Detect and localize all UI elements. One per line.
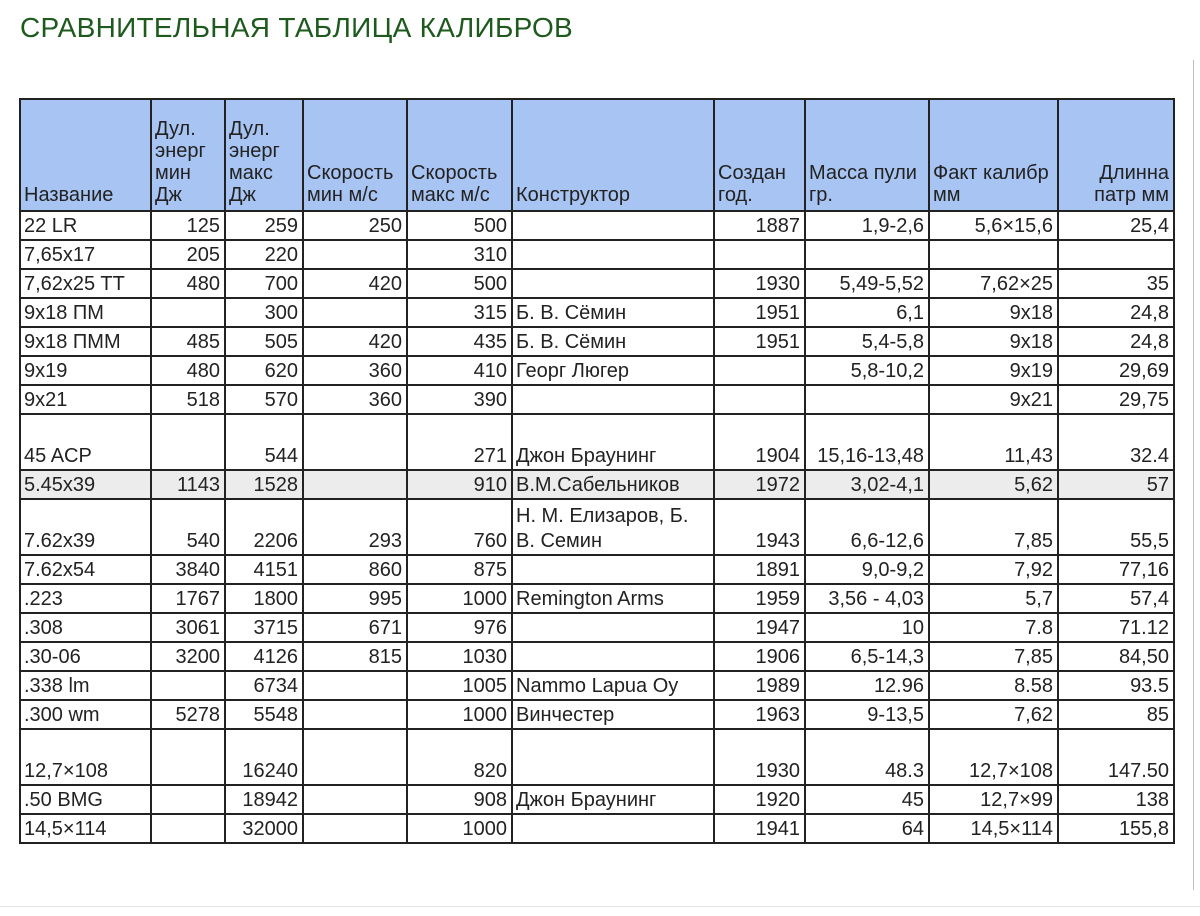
cell-energy-min bbox=[151, 814, 225, 843]
cell-energy-min: 205 bbox=[151, 240, 225, 269]
table-row bbox=[20, 385, 1174, 414]
cell-speed-max: 1005 bbox=[407, 671, 512, 700]
cell-name: .30-06 bbox=[20, 642, 151, 671]
cell-year bbox=[714, 385, 805, 414]
cell-speed-min: 995 bbox=[303, 584, 407, 613]
cell-name: 9x21 bbox=[20, 385, 151, 414]
cell-cartridge-length: 29,75 bbox=[1058, 385, 1174, 414]
cell-designer bbox=[512, 613, 714, 642]
cell-actual-caliber: 11,43 bbox=[929, 414, 1058, 470]
table-body bbox=[20, 211, 1174, 843]
table-row bbox=[20, 584, 1174, 613]
cell-speed-max: 760 bbox=[407, 499, 512, 555]
cell-cartridge-length: 35 bbox=[1058, 269, 1174, 298]
cell-designer: Джон Браунинг bbox=[512, 785, 714, 814]
cell-energy-max: 220 bbox=[225, 240, 303, 269]
cell-speed-max: 390 bbox=[407, 385, 512, 414]
cell-speed-min: 420 bbox=[303, 327, 407, 356]
cell-name: 22 LR bbox=[20, 211, 151, 240]
cell-cartridge-length: 138 bbox=[1058, 785, 1174, 814]
cell-energy-max: 1800 bbox=[225, 584, 303, 613]
column-header-energy-min: Дул. энерг мин Дж bbox=[151, 99, 225, 211]
page-divider bbox=[1193, 60, 1194, 890]
table-row bbox=[20, 642, 1174, 671]
cell-actual-caliber: 5,6×15,6 bbox=[929, 211, 1058, 240]
table-row bbox=[20, 671, 1174, 700]
cell-cartridge-length: 24,8 bbox=[1058, 298, 1174, 327]
cell-speed-min bbox=[303, 240, 407, 269]
cell-speed-max: 310 bbox=[407, 240, 512, 269]
cell-cartridge-length: 24,8 bbox=[1058, 327, 1174, 356]
cell-bullet-mass: 64 bbox=[805, 814, 929, 843]
cell-energy-min: 3840 bbox=[151, 555, 225, 584]
cell-energy-max: 544 bbox=[225, 414, 303, 470]
cell-energy-min: 540 bbox=[151, 499, 225, 555]
cell-energy-max: 32000 bbox=[225, 814, 303, 843]
cell-energy-max: 700 bbox=[225, 269, 303, 298]
cell-year: 1963 bbox=[714, 700, 805, 729]
cell-actual-caliber: 7,85 bbox=[929, 642, 1058, 671]
cell-year: 1920 bbox=[714, 785, 805, 814]
column-header-speed-min: Скорость мин м/с bbox=[303, 99, 407, 211]
cell-speed-min: 250 bbox=[303, 211, 407, 240]
cell-energy-min: 5278 bbox=[151, 700, 225, 729]
cell-actual-caliber: 14,5×114 bbox=[929, 814, 1058, 843]
table-row bbox=[20, 555, 1174, 584]
cell-designer bbox=[512, 814, 714, 843]
column-header-cartridge-length: Длинна патр мм bbox=[1058, 99, 1174, 211]
cell-energy-min bbox=[151, 729, 225, 785]
table-row bbox=[20, 470, 1174, 499]
cell-designer bbox=[512, 642, 714, 671]
cell-speed-min bbox=[303, 414, 407, 470]
cell-energy-min: 125 bbox=[151, 211, 225, 240]
cell-energy-min: 480 bbox=[151, 356, 225, 385]
cell-speed-min bbox=[303, 814, 407, 843]
cell-designer: Nammo Lapua Oy bbox=[512, 671, 714, 700]
cell-cartridge-length: 77,16 bbox=[1058, 555, 1174, 584]
cell-cartridge-length: 57,4 bbox=[1058, 584, 1174, 613]
table-row bbox=[20, 269, 1174, 298]
cell-year: 1951 bbox=[714, 327, 805, 356]
table-row bbox=[20, 356, 1174, 385]
table-row bbox=[20, 414, 1174, 470]
table-row bbox=[20, 240, 1174, 269]
cell-actual-caliber: 7,62×25 bbox=[929, 269, 1058, 298]
cell-speed-min: 815 bbox=[303, 642, 407, 671]
caliber-table bbox=[19, 98, 1175, 844]
cell-energy-max: 4151 bbox=[225, 555, 303, 584]
cell-speed-max: 500 bbox=[407, 269, 512, 298]
cell-cartridge-length: 57 bbox=[1058, 470, 1174, 499]
cell-cartridge-length: 25,4 bbox=[1058, 211, 1174, 240]
cell-year: 1930 bbox=[714, 729, 805, 785]
cell-designer bbox=[512, 729, 714, 785]
cell-energy-min: 1767 bbox=[151, 584, 225, 613]
cell-cartridge-length: 93.5 bbox=[1058, 671, 1174, 700]
cell-speed-max: 435 bbox=[407, 327, 512, 356]
cell-energy-min: 1143 bbox=[151, 470, 225, 499]
bottom-divider bbox=[0, 906, 1200, 907]
cell-energy-min bbox=[151, 298, 225, 327]
table-row bbox=[20, 499, 1174, 555]
cell-speed-max: 875 bbox=[407, 555, 512, 584]
cell-speed-max: 910 bbox=[407, 470, 512, 499]
table-row bbox=[20, 814, 1174, 843]
cell-year: 1904 bbox=[714, 414, 805, 470]
cell-energy-max: 16240 bbox=[225, 729, 303, 785]
cell-speed-max: 1000 bbox=[407, 584, 512, 613]
cell-energy-max: 2206 bbox=[225, 499, 303, 555]
cell-energy-max: 300 bbox=[225, 298, 303, 327]
cell-designer: Джон Браунинг bbox=[512, 414, 714, 470]
column-header-energy-max: Дул. энерг макс Дж bbox=[225, 99, 303, 211]
cell-speed-min bbox=[303, 700, 407, 729]
cell-energy-max: 1528 bbox=[225, 470, 303, 499]
cell-bullet-mass: 6,1 bbox=[805, 298, 929, 327]
cell-year: 1972 bbox=[714, 470, 805, 499]
table-row bbox=[20, 613, 1174, 642]
cell-cartridge-length bbox=[1058, 240, 1174, 269]
cell-energy-max: 259 bbox=[225, 211, 303, 240]
cell-cartridge-length: 84,50 bbox=[1058, 642, 1174, 671]
cell-designer: Remington Arms bbox=[512, 584, 714, 613]
cell-energy-max: 6734 bbox=[225, 671, 303, 700]
cell-actual-caliber: 7,62 bbox=[929, 700, 1058, 729]
cell-year: 1930 bbox=[714, 269, 805, 298]
cell-speed-max: 315 bbox=[407, 298, 512, 327]
cell-cartridge-length: 55,5 bbox=[1058, 499, 1174, 555]
cell-speed-min bbox=[303, 298, 407, 327]
cell-actual-caliber: 12,7×99 bbox=[929, 785, 1058, 814]
cell-name: 9x18 ПММ bbox=[20, 327, 151, 356]
cell-bullet-mass: 5,4-5,8 bbox=[805, 327, 929, 356]
cell-bullet-mass: 5,8-10,2 bbox=[805, 356, 929, 385]
cell-cartridge-length: 147.50 bbox=[1058, 729, 1174, 785]
cell-year: 1951 bbox=[714, 298, 805, 327]
cell-name: .338 lm bbox=[20, 671, 151, 700]
table-row bbox=[20, 211, 1174, 240]
cell-energy-min bbox=[151, 785, 225, 814]
cell-speed-min bbox=[303, 785, 407, 814]
table-row bbox=[20, 700, 1174, 729]
cell-year: 1943 bbox=[714, 499, 805, 555]
cell-bullet-mass bbox=[805, 240, 929, 269]
column-header-name: Название bbox=[20, 99, 151, 211]
cell-cartridge-length: 29,69 bbox=[1058, 356, 1174, 385]
cell-actual-caliber bbox=[929, 240, 1058, 269]
cell-designer: Винчестер bbox=[512, 700, 714, 729]
cell-bullet-mass: 5,49-5,52 bbox=[805, 269, 929, 298]
cell-actual-caliber: 9x18 bbox=[929, 327, 1058, 356]
cell-energy-min bbox=[151, 414, 225, 470]
cell-bullet-mass: 48.3 bbox=[805, 729, 929, 785]
table-header-row bbox=[20, 99, 1174, 211]
cell-name: 7,62x25 TT bbox=[20, 269, 151, 298]
cell-name: 7.62x39 bbox=[20, 499, 151, 555]
cell-year: 1891 bbox=[714, 555, 805, 584]
cell-designer bbox=[512, 211, 714, 240]
cell-year: 1989 bbox=[714, 671, 805, 700]
cell-energy-max: 505 bbox=[225, 327, 303, 356]
cell-name: 12,7×108 bbox=[20, 729, 151, 785]
cell-year: 1947 bbox=[714, 613, 805, 642]
cell-designer: Н. М. Елизаров, Б. В. Семин bbox=[512, 499, 714, 555]
column-header-actual-caliber: Факт калибр мм bbox=[929, 99, 1058, 211]
cell-speed-max: 820 bbox=[407, 729, 512, 785]
table-row bbox=[20, 729, 1174, 785]
cell-energy-max: 18942 bbox=[225, 785, 303, 814]
cell-actual-caliber: 7,85 bbox=[929, 499, 1058, 555]
cell-speed-max: 1030 bbox=[407, 642, 512, 671]
cell-designer: Б. В. Сёмин bbox=[512, 327, 714, 356]
cell-name: .308 bbox=[20, 613, 151, 642]
cell-name: .50 BMG bbox=[20, 785, 151, 814]
cell-bullet-mass: 9,0-9,2 bbox=[805, 555, 929, 584]
cell-energy-max: 4126 bbox=[225, 642, 303, 671]
column-header-designer: Конструктор bbox=[512, 99, 714, 211]
cell-designer: В.М.Сабельников bbox=[512, 470, 714, 499]
cell-actual-caliber: 9x21 bbox=[929, 385, 1058, 414]
column-header-speed-max: Скорость макс м/с bbox=[407, 99, 512, 211]
cell-bullet-mass: 9-13,5 bbox=[805, 700, 929, 729]
cell-actual-caliber: 5,62 bbox=[929, 470, 1058, 499]
cell-bullet-mass: 3,02-4,1 bbox=[805, 470, 929, 499]
cell-bullet-mass bbox=[805, 385, 929, 414]
cell-name: 9x18 ПМ bbox=[20, 298, 151, 327]
cell-year bbox=[714, 356, 805, 385]
cell-name: .223 bbox=[20, 584, 151, 613]
cell-speed-max: 908 bbox=[407, 785, 512, 814]
cell-speed-min bbox=[303, 729, 407, 785]
cell-actual-caliber: 9x18 bbox=[929, 298, 1058, 327]
cell-energy-max: 620 bbox=[225, 356, 303, 385]
cell-energy-max: 570 bbox=[225, 385, 303, 414]
cell-designer: Б. В. Сёмин bbox=[512, 298, 714, 327]
cell-bullet-mass: 15,16-13,48 bbox=[805, 414, 929, 470]
cell-name: .300 wm bbox=[20, 700, 151, 729]
cell-bullet-mass: 3,56 - 4,03 bbox=[805, 584, 929, 613]
cell-energy-min bbox=[151, 671, 225, 700]
cell-speed-min: 293 bbox=[303, 499, 407, 555]
cell-speed-max: 1000 bbox=[407, 700, 512, 729]
cell-name: 9x19 bbox=[20, 356, 151, 385]
cell-actual-caliber: 7.8 bbox=[929, 613, 1058, 642]
column-header-bullet-mass: Масса пули гр. bbox=[805, 99, 929, 211]
cell-actual-caliber: 9x19 bbox=[929, 356, 1058, 385]
cell-speed-max: 1000 bbox=[407, 814, 512, 843]
cell-name: 5.45x39 bbox=[20, 470, 151, 499]
cell-designer bbox=[512, 240, 714, 269]
cell-name: 7.62x54 bbox=[20, 555, 151, 584]
cell-speed-max: 410 bbox=[407, 356, 512, 385]
cell-bullet-mass: 10 bbox=[805, 613, 929, 642]
cell-name: 14,5×114 bbox=[20, 814, 151, 843]
cell-designer bbox=[512, 385, 714, 414]
cell-cartridge-length: 85 bbox=[1058, 700, 1174, 729]
cell-speed-min bbox=[303, 671, 407, 700]
cell-energy-min: 3200 bbox=[151, 642, 225, 671]
cell-speed-min bbox=[303, 470, 407, 499]
cell-speed-min: 360 bbox=[303, 356, 407, 385]
cell-energy-min: 518 bbox=[151, 385, 225, 414]
cell-cartridge-length: 155,8 bbox=[1058, 814, 1174, 843]
cell-bullet-mass: 45 bbox=[805, 785, 929, 814]
cell-energy-min: 3061 bbox=[151, 613, 225, 642]
cell-energy-max: 5548 bbox=[225, 700, 303, 729]
cell-cartridge-length: 32.4 bbox=[1058, 414, 1174, 470]
cell-speed-min: 360 bbox=[303, 385, 407, 414]
cell-year: 1941 bbox=[714, 814, 805, 843]
table-row bbox=[20, 785, 1174, 814]
cell-cartridge-length: 71.12 bbox=[1058, 613, 1174, 642]
cell-speed-max: 976 bbox=[407, 613, 512, 642]
cell-year bbox=[714, 240, 805, 269]
cell-name: 7,65x17 bbox=[20, 240, 151, 269]
cell-designer: Георг Люгер bbox=[512, 356, 714, 385]
cell-bullet-mass: 6,6-12,6 bbox=[805, 499, 929, 555]
column-header-year: Создан год. bbox=[714, 99, 805, 211]
cell-bullet-mass: 12.96 bbox=[805, 671, 929, 700]
cell-actual-caliber: 7,92 bbox=[929, 555, 1058, 584]
cell-speed-max: 500 bbox=[407, 211, 512, 240]
table-row bbox=[20, 327, 1174, 356]
cell-bullet-mass: 1,9-2,6 bbox=[805, 211, 929, 240]
cell-name: 45 ACP bbox=[20, 414, 151, 470]
cell-actual-caliber: 5,7 bbox=[929, 584, 1058, 613]
cell-year: 1906 bbox=[714, 642, 805, 671]
cell-energy-min: 480 bbox=[151, 269, 225, 298]
cell-speed-min: 671 bbox=[303, 613, 407, 642]
cell-year: 1887 bbox=[714, 211, 805, 240]
cell-designer bbox=[512, 555, 714, 584]
cell-actual-caliber: 8.58 bbox=[929, 671, 1058, 700]
page-title: СРАВНИТЕЛЬНАЯ ТАБЛИЦА КАЛИБРОВ bbox=[20, 12, 574, 43]
cell-year: 1959 bbox=[714, 584, 805, 613]
cell-bullet-mass: 6,5-14,3 bbox=[805, 642, 929, 671]
cell-energy-max: 3715 bbox=[225, 613, 303, 642]
cell-energy-min: 485 bbox=[151, 327, 225, 356]
cell-designer bbox=[512, 269, 714, 298]
cell-speed-max: 271 bbox=[407, 414, 512, 470]
cell-speed-min: 420 bbox=[303, 269, 407, 298]
cell-actual-caliber: 12,7×108 bbox=[929, 729, 1058, 785]
cell-speed-min: 860 bbox=[303, 555, 407, 584]
table-row bbox=[20, 298, 1174, 327]
